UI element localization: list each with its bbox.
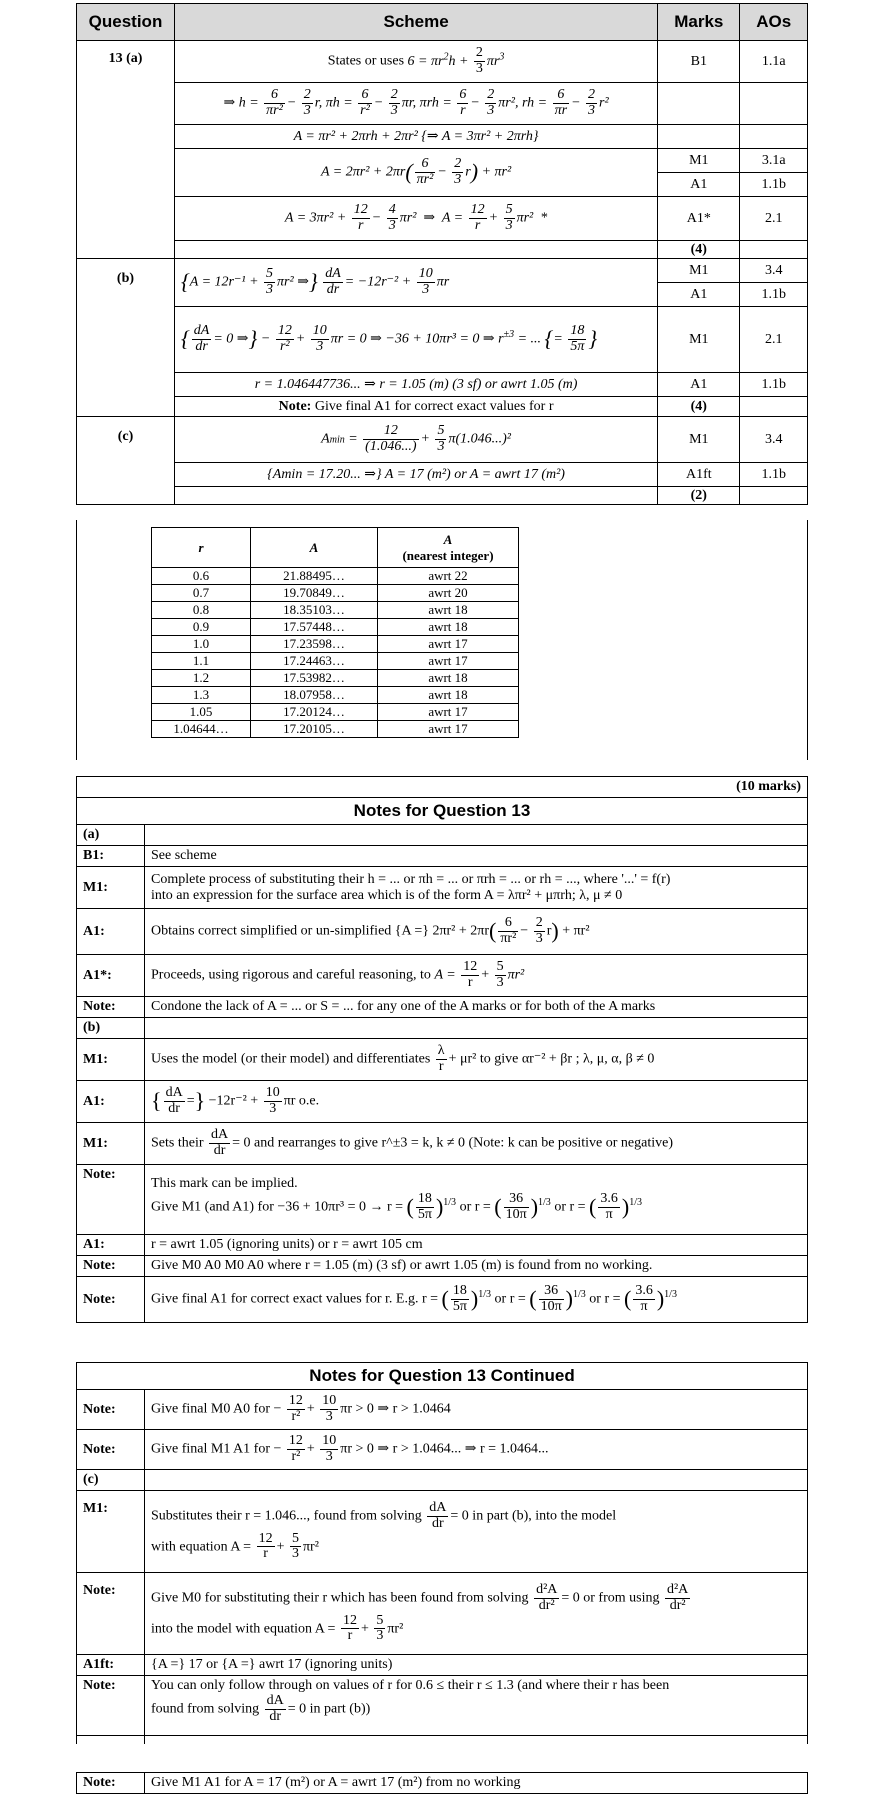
r-value: 1.05 [152,704,251,721]
col-scheme: Scheme [174,4,657,41]
values-table-body [152,568,519,738]
question-label-13a: 13 (a) [77,41,175,259]
scheme-c-line2: {Amin = 17.20... ⇒} A = 17 (m²) or A = awrt 17 (m²) [174,463,657,487]
a-value: 17.20124… [251,704,378,721]
scheme-a-line5: A = 3πr² + $\frac{12}{r}$ − $\frac{4}{3}$ πr² ⇒ A = $\frac{12}{r}$ + $\frac{5}{3}$ πr² * [174,197,657,241]
question-label-13c: (c) [77,417,175,505]
scheme-c-line1: Amin = $\frac{12}{(1.046...)}$ + $\frac{5}{3}$ π(1.046...)² [174,417,657,463]
total-marks: (10 marks) [77,777,808,798]
scheme-b-line2: { $\frac{dA}{dr}$ = 0 ⇒} − $\frac{12}{\text{r²}}$ + $\frac{10}{3}$ πr = 0 ⇒ −36 + 10πr³ = 0 ⇒ $r^{\pm 3}$ = ... {= $\frac{18}{5\pi}$ } [174,307,657,373]
r-value: 1.0 [152,636,251,653]
r-value: 1.3 [152,687,251,704]
a-value: 21.88495… [251,568,378,585]
values-row [152,670,519,687]
r-value: 1.2 [152,670,251,687]
a-rounded: awrt 18 [378,670,519,687]
scheme-b-line3: r = 1.046447736... ⇒ r = 1.05 (m) (3 sf) or awrt 1.05 (m) [174,373,657,397]
a-value: 17.24463… [251,653,378,670]
a-rounded: awrt 17 [378,653,519,670]
values-row [152,585,519,602]
a-rounded: awrt 17 [378,636,519,653]
question-label-13b: (b) [77,259,175,417]
values-row [152,636,519,653]
scheme-b-line1: {A = 12r⁻¹ + $\frac{5}{3}$ πr² ⇒} $\frac{dA}{dr}$ = −12r⁻² + $\frac{10}{3}$ πr [174,259,657,307]
scheme-table: Question Scheme Marks AOs 13 (a) States or uses $6 = \pi r^2h$ + $\frac{2}{3}$ $\pi r^3$ B1 1.1a ⇒ h = $\frac{6}{\text{πr²}}$ − $\frac{2}{3}$ r, πh = $\frac{6}{\text{r²}}$ − $\frac{2}{3}$ πr, πrh = $\frac{6}{r}$ − $\frac{2}{3}$ πr², rh = $\frac{6}{\pi r}$ − $\frac{2}{3}$ r² A = πr² + 2πrh + 2πr² {⇒ A = 3πr² + 2πrh} A = 2πr² + 2πr( $\frac{6}{\text{πr²}}$ − $\frac{2}{3}$ r) + πr² M1 3.1a A1 1.1b A = 3πr² + $\frac{12}{r}$ − $\frac{4}{3}$ πr² ⇒ A = $\frac{12}{r}$ + $\frac{5}{3}$ πr² * A1* 2.1 (4) (b) {A = 12r⁻¹ + $\frac{5}{3}$ πr² ⇒} $\frac{dA}{dr}$ = −12r⁻² + $\frac{10}{3}$ πr M1 3.4 A1 1.1b { $\frac{dA}{dr}$ = 0 ⇒} − $\frac{12}{\text{r²}}$ + $\frac{10}{3}$ πr = 0 ⇒ −36 + 10πr³ = 0 ⇒ $r^{\pm 3}$ = ... {= $\frac{18}{5\pi}$ } M1 2.1 r = 1.046447736... ⇒ r = 1.05 (m) (3 sf) or awrt 1.05 (m) A1 1.1b Note: Give final A1 for correct exact values for r (4) (c) Amin = $\frac{12}{(1.046...)}$ + $\frac{5}{3}$ π(1.046...)² M1 3.4 {Amin = 17.20... ⇒} A = 17 (m²) or A = awrt 17 (m²) A1ft 1.1b (2) [76,3,808,505]
values-row [152,687,519,704]
a-rounded: awrt 18 [378,687,519,704]
r-value: 0.7 [152,585,251,602]
a-value: 18.07958… [251,687,378,704]
values-row [152,721,519,738]
a-rounded: awrt 20 [378,585,519,602]
scheme-a-line2: ⇒ h = $\frac{6}{\text{πr²}}$ − $\frac{2}{3}$ r, πh = $\frac{6}{\text{r²}}$ − $\frac{2}{3}$ πr, πrh = $\frac{6}{r}$ − $\frac{2}{3}$ πr², rh = $\frac{6}{\pi r}$ − $\frac{2}{3}$ r² [174,83,657,125]
final-note-table: Note: Give M1 A1 for A = 17 (m²) or A = awrt 17 (m²) from no working [76,1772,808,1794]
a-rounded: awrt 17 [378,704,519,721]
col-marks: Marks [658,4,740,41]
values-row [152,568,519,585]
a-value: 19.70849… [251,585,378,602]
a-value: 17.53982… [251,670,378,687]
notes-continued-title: Notes for Question 13 Continued [77,1363,808,1390]
r-value: 0.6 [152,568,251,585]
scheme-a-line3: A = πr² + 2πrh + 2πr² {⇒ A = 3πr² + 2πrh} [174,125,657,149]
values-table: r A A (nearest integer) 0.6 21.88495… awrt 22 0.7 19.70849… awrt 20 0.8 18.35103… awrt 18 0.9 17.57448… awrt 18 1.0 17.23598… awrt 17 1.1 17.24463… awrt 17 1.2 17.53982… awrt 18 1.3 18.07958… awrt 18 1.05 17.20124… awrt 17 1.04644… 17.20105… awrt 17 [151,527,519,738]
notes-continued-table: Notes for Question 13 Continued Note: Give final M0 A0 for − $\frac{12}{\text{r²}}$ + $\frac{10}{3}$ πr > 0 ⇒ r > 1.0464 Note: Give final M1 A1 for − $\frac{12}{\text{r²}}$ + $\frac{10}{3}$ πr > 0 ⇒ r > 1.0464... ⇒ r = 1.0464... (c) M1: Substitutes their r = 1.046..., found from solving $\frac{dA}{dr}$ = 0 in part (b), into the model with equation A = $\frac{12}{r}$ + $\frac{5}{3}$ πr² Note: Give M0 for substituting their r which has been found from solving $\frac{\text{d²A}}{\text{dr²}}$ = 0 or from using $\frac{\text{d²A}}{\text{dr²}}$ into the model with equation A = $\frac{12}{r}$ + $\frac{5}{3}$ πr² A1ft: {A =} 17 or {A =} awrt 17 (ignoring units) Note: You can only follow through on values of r for 0.6 ≤ their r ≤ 1.3 (and where their r has been found from solving $\frac{dA}{dr}$ = 0 in part (b)) [76,1362,808,1744]
values-row [152,653,519,670]
a-value: 17.57448… [251,619,378,636]
r-value: 0.9 [152,619,251,636]
a-value: 18.35103… [251,602,378,619]
r-value: 1.04644… [152,721,251,738]
scheme-a-line4: A = 2πr² + 2πr( $\frac{6}{\text{πr²}}$ − $\frac{2}{3}$ r) + πr² [174,149,657,197]
scheme-a-line1: States or uses $6 = \pi r^2h$ + $\frac{2}{3}$ $\pi r^3$ [174,41,657,83]
col-question: Question [77,4,175,41]
values-row [152,619,519,636]
a-rounded: awrt 22 [378,568,519,585]
notes-table: (10 marks) Notes for Question 13 (a) B1: See scheme M1: Complete process of substituting their h = ... or πh = ... or πrh = ... or rh = ..., where '...' = f(r) into an expression for the surface area which is of the form A = λπr² + μπrh; λ, μ ≠ 0 A1: Obtains correct simplified or un-simplified {A =} 2πr² + 2πr( $\frac{6}{\text{πr²}}$ − $\frac{2}{3}$ r) + πr² A1*: Proceeds, using rigorous and careful reasoning, to A = $\frac{12}{r}$ + $\frac{5}{3}$ πr² Note: Condone the lack of A = ... or S = ... for any one of the A marks or for both of the A marks (b) M1: Uses the model (or their model) and differentiates $\frac{\lambda}{r}$ + μr² to give αr⁻² + βr ; λ, μ, α, β ≠ 0 A1: { $\frac{dA}{dr}$ =} −12r⁻² + $\frac{10}{3}$ πr o.e. M1: Sets their $\frac{dA}{dr}$ = 0 and rearranges to give r^±3 = k, k ≠ 0 (Note: k can be positive or negative) Note: This mark can be implied. Give M1 (and A1) for −36 + 10πr³ = 0 → r = ( $\frac{18}{5\pi}$ )$^{1/3}$ or r = ( $\frac{36}{10\pi}$ )$^{1/3}$ or r = ( $\frac{3.6}{\pi}$ )$^{1/3}$ A1: r = awrt 1.05 (ignoring units) or r = awrt 105 cm Note: Give M0 A0 M0 A0 where r = 1.05 (m) (3 sf) or awrt 1.05 (m) is found from no working. Note: Give final A1 for correct exact values for r. E.g. r = ( $\frac{18}{5\pi}$ )$^{1/3}$ or r = ( $\frac{36}{10\pi}$ )$^{1/3}$ or r = ( $\frac{3.6}{\pi}$ )$^{1/3}$ [76,776,808,1323]
a-rounded: awrt 17 [378,721,519,738]
r-value: 1.1 [152,653,251,670]
a-value: 17.20105… [251,721,378,738]
notes-title: Notes for Question 13 [77,798,808,825]
a-rounded: awrt 18 [378,602,519,619]
col-aos: AOs [740,4,808,41]
a-value: 17.23598… [251,636,378,653]
a-rounded: awrt 18 [378,619,519,636]
values-row [152,602,519,619]
scheme-b-note: Note: Give final A1 for correct exact values for r [174,397,657,417]
r-value: 0.8 [152,602,251,619]
values-row [152,704,519,721]
